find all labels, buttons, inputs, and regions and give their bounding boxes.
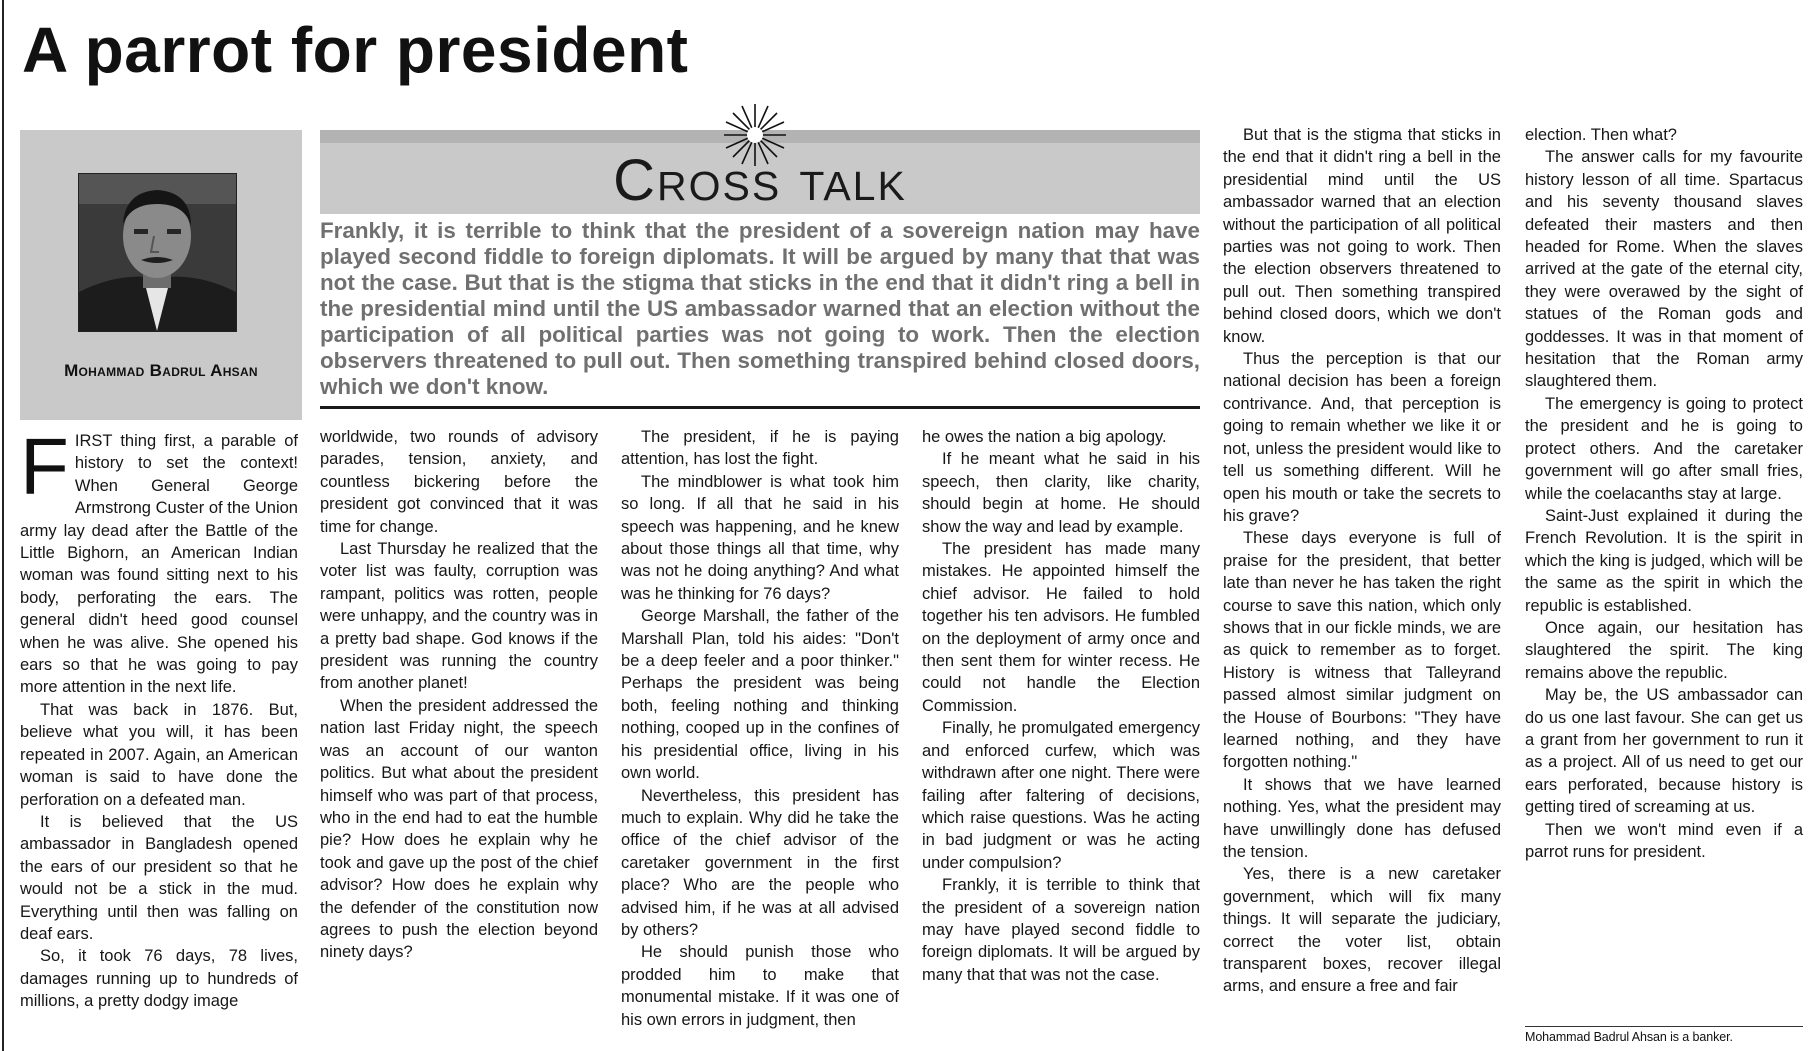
page-edge-rule: [2, 0, 4, 1051]
paragraph: The president has made many mistakes. He appointed himself the chief advisor. He failed to hold together his ten advisors. He fumbled on the deployment of army once and then sent them for winter recess. He could not handle the Election Commission.: [922, 540, 1200, 715]
paragraph: Finally, he promulgated emergency and enforced curfew, which was withdrawn after one night. There were failing after faltering of decisions, which raise questions. Was he acting in bad judgment or was he acting under compulsion?: [922, 719, 1200, 872]
text-column-6: [1525, 124, 1803, 863]
paragraph: May be, the US ambassador can do us one last favour. She can get us a grant from her government to run it as a project. All of us need to get our ears perforated, because history is getting tired of screaming at us.: [1525, 686, 1803, 817]
text-column-3: [621, 426, 899, 1031]
pull-quote: Frankly, it is terrible to think that the president of a sovereign nation may have played second fiddle to foreign diplomats. It will be argued by many that that was not the case. But that is the stigma that sticks in the end that it didn't ring a bell in the presidential mind until the US ambassador warned that an election without the participation of all political parties was not going to work. Then the election observers threatened to pull out. Then something transpired behind closed doors, which we don't know.: [320, 218, 1200, 399]
paragraph: Yes, there is a new caretaker government, which will fix many things. It will separate the judiciary, correct the voter list, obtain transparent boxes, recover illegal arms, and ensure a free and fair: [1223, 865, 1501, 996]
author-tagline: Mohammad Badrul Ahsan is a banker.: [1525, 1030, 1733, 1044]
drop-cap: F: [20, 422, 69, 511]
paragraph: The mindblower is what took him so long. If all that he said in his speech was happening, and he knew about those things all that time, why was not he doing anything? And what was he thinking for 76 days?: [621, 472, 899, 603]
paragraph: Thus the perception is that our national decision has been a foreign contrivance. And, that perception is going to remain whether we like it or not, unless the president would like to tell us something different. Will he open his mouth or take the secrets to his grave?: [1223, 350, 1501, 525]
author-portrait-image: [79, 174, 236, 331]
text-column-2: [320, 426, 598, 964]
text-column-5: [1223, 124, 1501, 998]
paragraph: George Marshall, the father of the Marshall Plan, told his aides: "Don't be a deep feeler and a poor thinker." Perhaps the president was being both, feeling nothing and thinking nothing, cooped up in the confines of his presidential office, living in his own world.: [621, 607, 899, 783]
text-column-4: [922, 426, 1200, 986]
paragraph: If he meant what he said in his speech, then clarity, like charity, should begin at home. He should show the way and lead by example.: [922, 450, 1200, 536]
author-box: [20, 130, 302, 420]
text-column-1: [20, 422, 298, 1013]
paragraph: He should punish those who prodded him to make that monumental mistake. If it was one of his own errors in judgment, then: [621, 943, 899, 1029]
column-title: Cross talk: [613, 148, 907, 213]
paragraph: When the president addressed the nation last Friday night, the speech was an account of our wanton politics. But what about the president himself who was part of that process, who in the end had to eat the humble pie? How does he explain why he took and gave up the post of the chief advisor? How does he explain why the defender of the constitution now agrees to push the election beyond ninety days?: [320, 696, 598, 962]
paragraph: Nevertheless, this president has much to explain. Why did he take the office of the chief advisor of the caretaker government in the first place? Who are the people who advised him, if he was at all advised by others?: [621, 786, 899, 939]
paragraph: The emergency is going to protect the president and he is going to protect others. And the caretaker government will go after small fries, while the coelacanths stay at large.: [1525, 394, 1803, 503]
paragraph: Once again, our hesitation has slaughtered the spirit. The king remains above the republic.: [1525, 618, 1803, 682]
paragraph: [20, 422, 298, 699]
paragraph: The president, if he is paying attention, has lost the fight.: [621, 428, 899, 469]
author-name: Mohammad Badrul Ahsan: [64, 361, 258, 380]
paragraph: But that is the stigma that sticks in the end that it didn't ring a bell in the presidential mind until the US ambassador warned that an election without the participation of all political parties was not going to work. Then the election observers threatened to pull out. Then something transpired behind closed doors, which we don't know.: [1223, 126, 1501, 346]
pull-quote-rule: [320, 406, 1200, 409]
paragraph: These days everyone is full of praise for the president, that better late than never he has taken the right course to save this nation, which only shows that in our fickle minds, we are as quick to remember as to forget. History is witness that Talleyrand passed almost similar judgment on the House of Bourbons: "They have learned nothing, and they have forgotten nothing.": [1223, 529, 1501, 772]
paragraph: It is believed that the US ambassador in Bangladesh opened the ears of our president so that he would not be a stick in the mud. Everything until then was falling on deaf ears.: [20, 812, 298, 943]
paragraph-text: IRST thing first, a parable of history to set the context! When General George Armstrong Custer of the Union army lay dead after the Battle of the Little Bighorn, an American Indian woman was found sitting next to his body, perforating the ears. The general didn't heed good counsel when he was alive. She opened his ears so that he was going to pay more attention in the next life.: [20, 432, 298, 697]
paragraph: Saint-Just explained it during the French Revolution. It is the spirit in which the king is judged, which will be the same as the spirit in which the republic is established.: [1525, 506, 1803, 615]
author-photo: [78, 173, 237, 332]
paragraph: It shows that we have learned nothing. Yes, what the president may have unwillingly done has defused the tension.: [1223, 775, 1501, 861]
paragraph: worldwide, two rounds of advisory parades, tension, anxiety, and countless bickering before the president got convinced that it was time for change.: [320, 428, 598, 536]
paragraph: he owes the nation a big apology.: [922, 428, 1167, 446]
tagline-rule: [1525, 1026, 1803, 1027]
paragraph: Frankly, it is terrible to think that the president of a sovereign nation may have played second fiddle to foreign diplomats. It will be argued by many that that was not the case.: [922, 876, 1200, 984]
paragraph: So, it took 76 days, 78 lives, damages running up to hundreds of millions, a pretty dodgy image: [20, 947, 298, 1011]
paragraph: That was back in 1876. But, believe what you will, it has been repeated in 2007. Again, an American woman is said to have done the perforation on a defeated man.: [20, 700, 298, 809]
paragraph: The answer calls for my favourite history lesson of all time. Spartacus and his seventy thousand slaves defeated their masters and then headed for Rome. When the slaves arrived at the gate of the eternal city, they were overawed by the sight of statues of the Roman gods and goddesses. It was in that moment of hesitation that the Roman army slaughtered them.: [1525, 148, 1803, 391]
headline: A parrot for president: [22, 14, 689, 86]
paragraph: election. Then what?: [1525, 126, 1677, 144]
paragraph: Last Thursday he realized that the voter list was faulty, corruption was rampant, politics was rotten, people were unhappy, and the country was in a pretty bad shape. God knows if the president was running the country from another planet!: [320, 540, 598, 693]
paragraph: Then we won't mind even if a parrot runs for president.: [1525, 820, 1803, 861]
